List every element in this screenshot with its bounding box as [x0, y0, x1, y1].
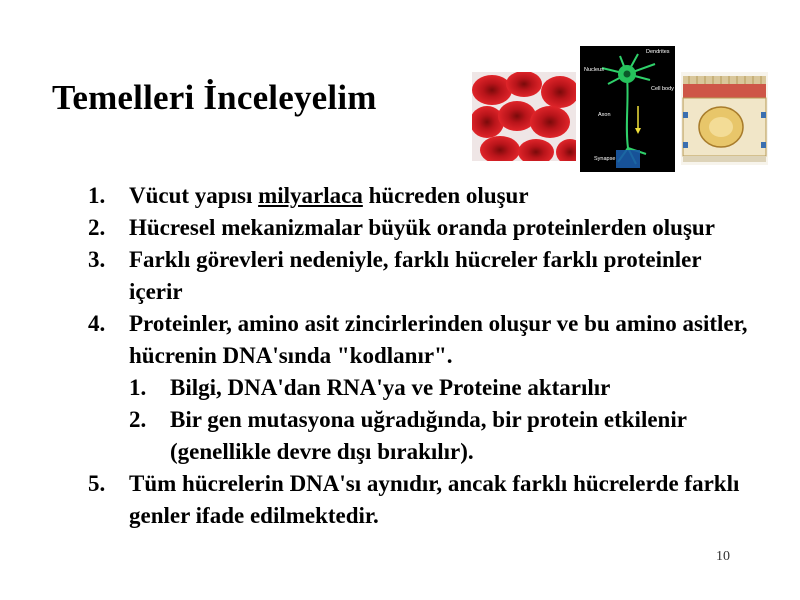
- page-number: 10: [716, 549, 730, 564]
- list-number: 2.: [88, 215, 106, 240]
- list-text: Hücresel mekanizmalar büyük oranda proteinlerden oluşur: [129, 215, 715, 240]
- list-number: 1.: [88, 183, 106, 208]
- red-blood-cells-image: [472, 72, 576, 161]
- list-item: [88, 244, 758, 308]
- sub-list-text: Bir gen mutasyona uğradığında, bir protein etkilenir (genellikle devre dışı bırakılır).: [170, 407, 687, 464]
- sub-list-item: [129, 372, 758, 404]
- sub-list-item: [129, 404, 758, 468]
- content-list: [88, 180, 758, 532]
- list-text: Tüm hücrelerin DNA'sı aynıdır, ancak farklı hücrelerde farklı genler ifade edilmektedir.: [129, 471, 740, 528]
- list-number: 4.: [88, 311, 106, 336]
- neuron-label-axon: Axon: [598, 112, 611, 118]
- list-item: [88, 180, 758, 212]
- list-text-post: hücreden oluşur: [362, 183, 529, 208]
- sub-list-number: 2.: [129, 407, 147, 432]
- cell-diagram-image: [681, 72, 768, 165]
- neuron-label-nucleus: Nucleus: [584, 67, 604, 73]
- underlined-word: milyarlaca: [258, 183, 363, 208]
- neuron-label-cell-body: Cell body: [651, 86, 674, 92]
- list-item: [88, 212, 758, 244]
- list-text: Proteinler, amino asit zincirlerinden oluşur ve bu amino asitler, hücrenin DNA'sında "kodlanır".: [129, 311, 748, 368]
- sub-list-text: Bilgi, DNA'dan RNA'ya ve Proteine aktarılır: [170, 375, 611, 400]
- list-number: 3.: [88, 247, 106, 272]
- list-text: Farklı görevleri nedeniyle, farklı hücreler farklı proteinler içerir: [129, 247, 702, 304]
- sub-list-number: 1.: [129, 375, 147, 400]
- slide-title: Temelleri İnceleyelim: [52, 78, 377, 117]
- list-number: 5.: [88, 471, 106, 496]
- list-text-pre: Vücut yapısı: [129, 183, 259, 208]
- neuron-label-dendrites: Dendrites: [646, 49, 670, 55]
- neuron-label-synapse: Synapse: [594, 156, 616, 162]
- list-item: [88, 308, 758, 468]
- neuron-diagram-image: [580, 46, 675, 172]
- list-item: [88, 468, 758, 532]
